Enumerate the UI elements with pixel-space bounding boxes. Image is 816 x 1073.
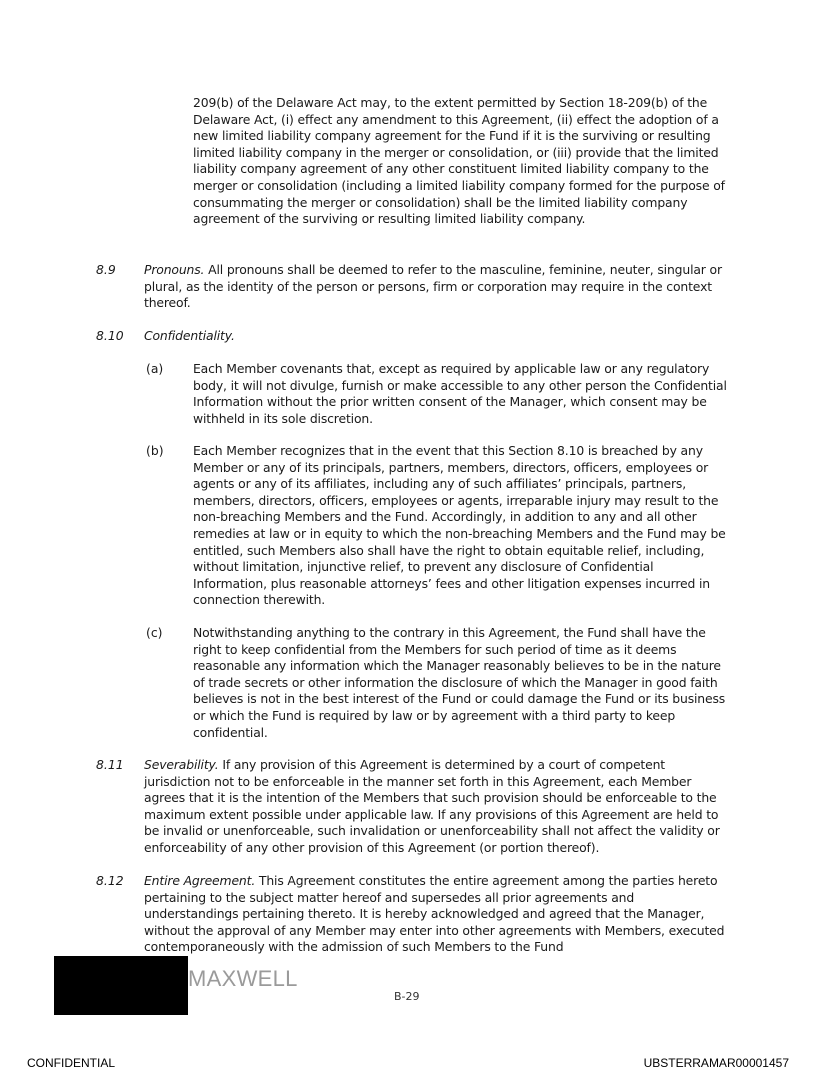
subsection-label-b: (b) — [146, 443, 164, 458]
bates-number: UBSTERRAMAR00001457 — [643, 1056, 789, 1070]
section-8-10-heading: Confidentiality. — [144, 328, 235, 343]
confidential-label: CONFIDENTIAL — [27, 1056, 116, 1070]
page-number: B-29 — [394, 990, 420, 1003]
section-number-8-10: 8.10 — [96, 328, 124, 343]
section-8-11-heading: Severability. — [144, 757, 219, 772]
section-number-8-9: 8.9 — [96, 262, 116, 277]
section-8-9-heading: Pronouns. — [144, 262, 205, 277]
subsection-label-c: (c) — [146, 625, 163, 640]
section-8-9-text: All pronouns shall be deemed to refer to the masculine, feminine, neuter, singular or plural, as the identity of the person or persons, firm or corporation may require in the context thereof. — [144, 262, 722, 311]
subsection-label-a: (a) — [146, 361, 164, 376]
section-8-12-paragraph — [144, 873, 728, 956]
section-8-12-heading: Entire Agreement. — [144, 873, 256, 888]
continuation-paragraph: 209(b) of the Delaware Act may, to the extent permitted by Section 18-209(b) of the Delaware Act, (i) effect any amendment to this Agreement, (ii) effect the adoption of a new limited liability company agreement for the Fund if it is the surviving or resulting limited liability company in the merger or consolidation, or (iii) provide that the limited liability company agreement of any other constituent limited liability company to the merger or consolidation (including a limited liability company formed for the purpose of consummating the merger or consolidation) shall be the limited liability company agreement of the surviving or resulting limited liability company. — [193, 95, 725, 227]
subsection-c-paragraph: Notwithstanding anything to the contrary in this Agreement, the Fund shall have the right to keep confidential from the Members for such period of time as it deems reasonable any information which the Manager reasonably believes to be in the nature of trade secrets or other information the disclosure of which the Manager in good faith believes is not in the best interest of the Fund or could damage the Fund or its business or which the Fund is required by law or by agreement with a third party to keep confidential. — [193, 625, 726, 740]
subsection-a-paragraph: Each Member covenants that, except as required by applicable law or any regulatory body, it will not divulge, furnish or make accessible to any other person the Confidential Information without the prior written consent of the Manager, which consent may be withheld in its sole discretion. — [193, 361, 727, 426]
section-number-8-11: 8.11 — [96, 757, 124, 772]
section-8-11-text: If any provision of this Agreement is determined by a court of competent jurisdiction not to be enforceable in the manner set forth in this Agreement, each Member agrees that it is the intention of the Members that such provision should be enforceable to the maximum extent possible under applicable law. If any provisions of this Agreement are held to be invalid or unenforceable, such invalidation or unenforceability shall not affect the validity or enforceability of any other provision of this Agreement (or portion thereof). — [144, 757, 720, 855]
section-8-11-paragraph — [144, 757, 728, 857]
section-8-9-paragraph — [144, 262, 724, 312]
section-number-8-12: 8.12 — [96, 873, 124, 888]
subsection-b-paragraph: Each Member recognizes that in the event that this Section 8.10 is breached by any Member or any of its principals, partners, members, directors, officers, employees or agents or any of its affiliates, including any of such affiliates’ principals, partners, members, directors, officers, employees or agents, irreparable injury may result to the non-breaching Members and the Fund. Accordingly, in addition to any and all other remedies at law or in equity to which the non-breaching Members and the Fund may be entitled, such Members also shall have the right to obtain equitable relief, including, without limitation, injunctive relief, to prevent any disclosure of Confidential Information, plus reasonable attorneys’ fees and other litigation expenses incurred in connection therewith. — [193, 443, 726, 608]
redaction-box — [54, 956, 188, 1015]
maxwell-stamp: MAXWELL — [188, 966, 298, 991]
section-8-12-text: This Agreement constitutes the entire agreement among the parties hereto pertaining to the subject matter hereof and supersedes all prior agreements and understandings pertaining thereto. It is hereby acknowledged and agreed that the Manager, without the approval of any Member may enter into other agreements with Members, executed contemporaneously with the admission of such Members to the Fund — [144, 873, 725, 955]
